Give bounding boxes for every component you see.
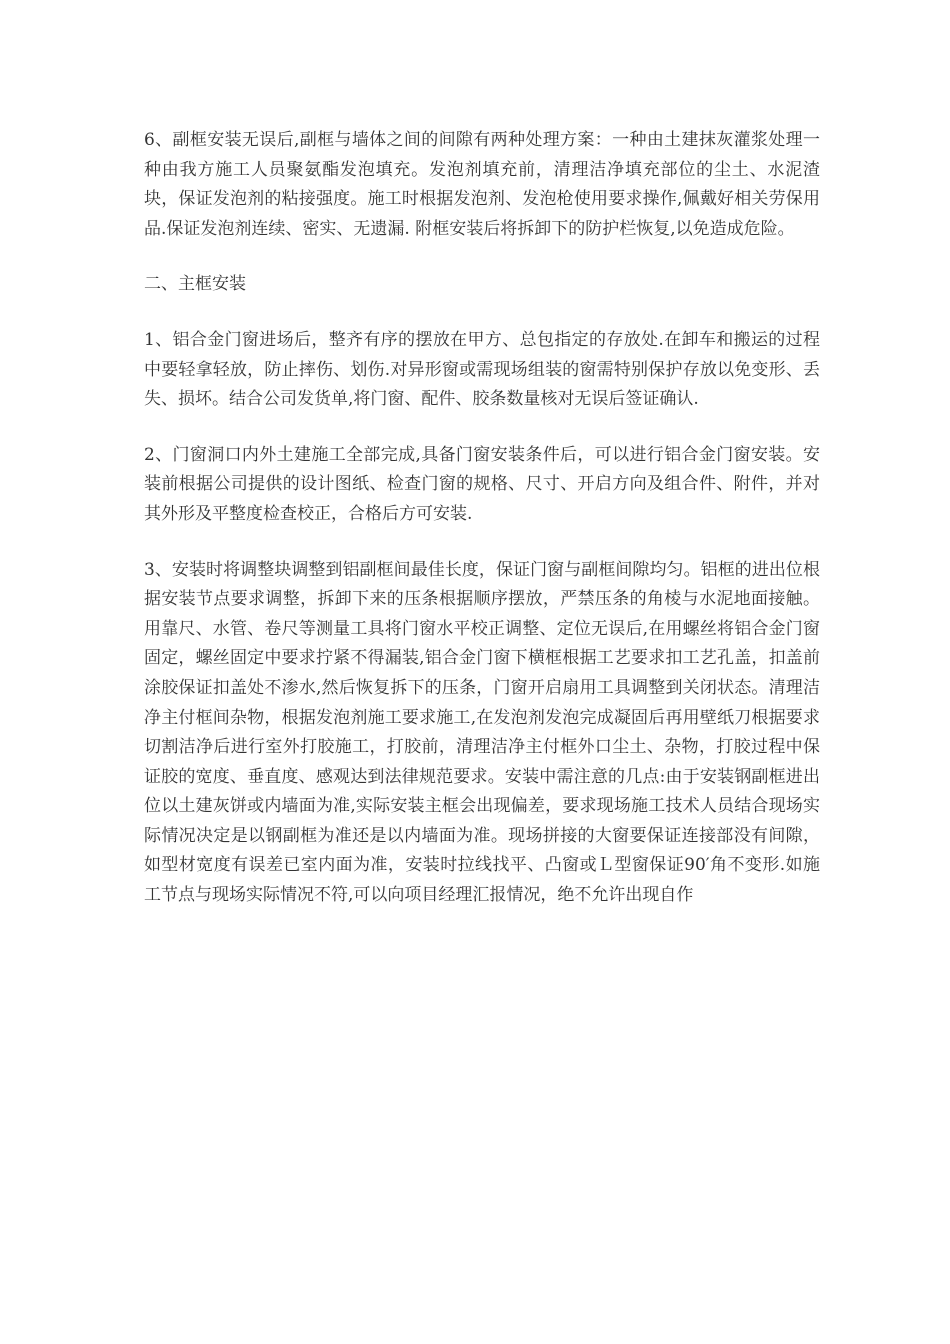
document-body	[144, 126, 820, 937]
paragraph-installation-preconditions: 2、门窗洞口内外土建施工全部完成,具备门窗安装条件后，可以进行铝合金门窗安装。安装前根据公司提供的设计图纸、检查门窗的规格、尺寸、开启方向及组合件、附件，并对其外形及平整度检查校正，合格后方可安装.	[144, 444, 820, 524]
paragraph-window-delivery-storage: 1、铝合金门窗进场后，整齐有序的摆放在甲方、总包指定的存放处.在卸车和搬运的过程中要轻拿轻放，防止摔伤、划伤.对异形窗或需现场组装的窗需特别保护存放以免变形、丢失、损坏。结合公司发货单,将门窗、配件、胶条数量核对无误后签证确认.	[144, 329, 820, 410]
paragraph-subframe-gap-treatment: 6、副框安装无误后,副框与墙体之间的间隙有两种处理方案：一种由土建抹灰灌浆处理一种由我方施工人员聚氨酯发泡填充。发泡剂填充前，清理洁净填充部位的尘土、水泥渣块，保证发泡剂的粘接强度。施工时根据发泡剂、发泡枪使用要求操作,佩戴好相关劳保用品.保证发泡剂连续、密实、无遗漏. 附框安装后将拆卸下的防护栏恢复,以免造成危险。	[144, 130, 820, 239]
paragraph-installation-procedure: 3、安装时将调整块调整到铝副框间最佳长度，保证门窗与副框间隙均匀。铝框的进出位根据安装节点要求调整，拆卸下来的压条根据顺序摆放，严禁压条的角棱与水泥地面接触。用靠尺、水管、卷尺等测量工具将门窗水平校正调整、定位无误后,在用螺丝将铝合金门窗固定，螺丝固定中要求拧紧不得漏装,铝合金门窗下横框根据工艺要求扣工艺孔盖，扣盖前涂胶保证扣盖处不渗水,然后恢复拆下的压条，门窗开启扇用工具调整到关闭状态。清理洁净主付框间杂物，根据发泡剂施工要求施工,在发泡剂发泡完成凝固后再用壁纸刀根据要求切割洁净后进行室外打胶施工，打胶前，清理洁净主付框外口尘土、杂物，打胶过程中保证胶的宽度、垂直度、感观达到法律规范要求。安装中需注意的几点:由于安装钢副框进出位以土建灰饼或内墙面为准,实际安装主框会出现偏差，要求现场施工技术人员结合现场实际情况决定是以钢副框为准还是以内墙面为准。现场拼接的大窗要保证连接部没有间隙，如型材宽度有误差已室内面为准，安装时拉线找平、凸窗或Ｌ型窗保证90′角不变形.如施工节点与现场实际情况不符,可以向项目经理汇报情况，绝不允许出现自作	[144, 559, 820, 906]
section-heading-main-frame-installation: 二、主框安装	[144, 274, 246, 295]
